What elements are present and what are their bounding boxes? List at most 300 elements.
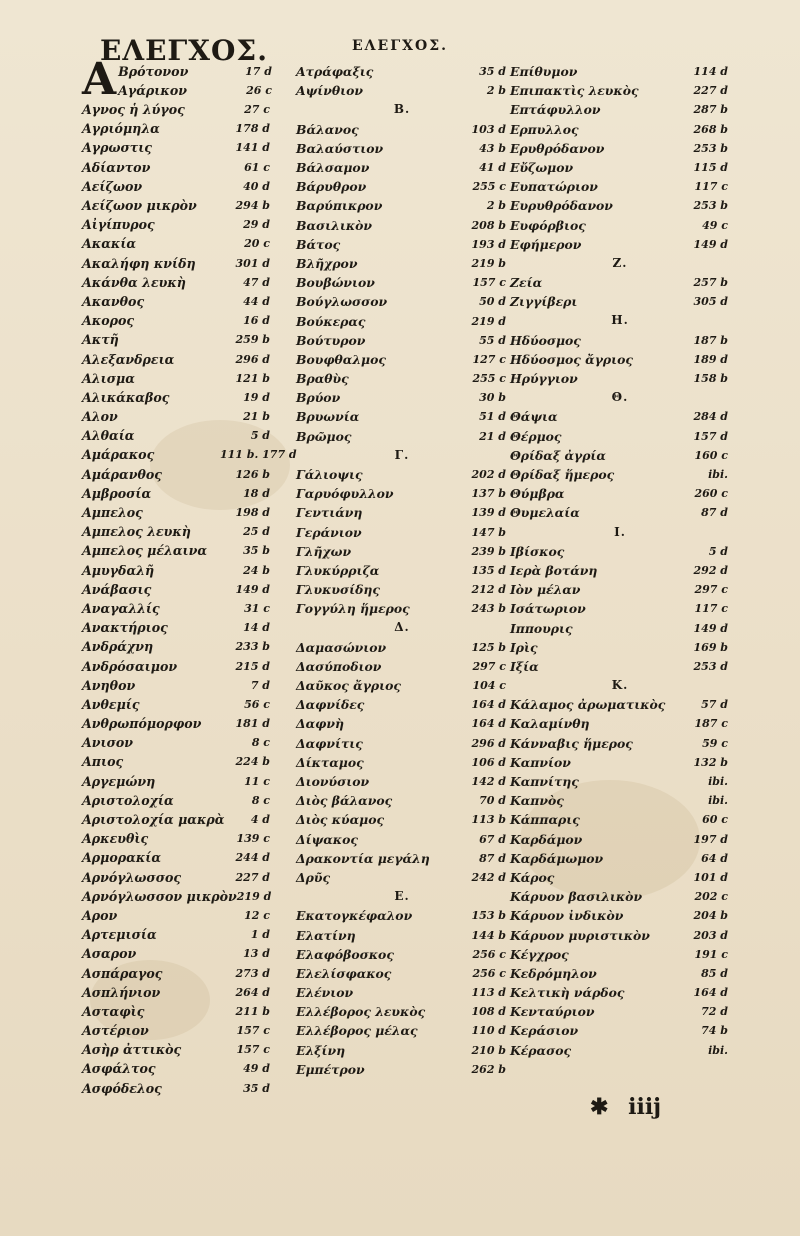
entry-ref: 7 d	[250, 678, 270, 692]
index-entry	[510, 484, 730, 503]
index-entry	[296, 427, 508, 446]
entry-term: Ανάβασις	[82, 581, 152, 597]
signature-mark	[590, 1094, 673, 1120]
entry-term: Αλθαία	[82, 428, 135, 444]
entry-ref: 113 b	[471, 813, 506, 827]
entry-term: Ακαλήφη κνίδη	[82, 255, 196, 271]
entry-term: Γεράνιον	[296, 524, 362, 540]
index-entry	[510, 503, 730, 522]
entry-term: Βλῆχρον	[296, 255, 358, 271]
entry-ref: 1 d	[250, 928, 270, 942]
index-entry	[510, 177, 730, 196]
entry-term: Αρμορακία	[82, 850, 162, 866]
entry-ref: 29 d	[243, 218, 270, 232]
section-letter: Κ.	[611, 678, 629, 692]
entry-ref: 191 c	[694, 947, 728, 961]
index-entry	[510, 369, 730, 388]
entry-ref: 239 b	[471, 544, 506, 558]
entry-term: Ελελίσφακος	[296, 965, 392, 981]
index-entry	[296, 714, 508, 733]
entry-term: Αργεμώνη	[82, 773, 156, 789]
index-entry	[82, 138, 272, 157]
entry-term: Ιερὰ βοτάνη	[510, 562, 598, 578]
index-entry	[296, 158, 508, 177]
entry-ref: 169 b	[693, 640, 728, 654]
entry-ref: 243 b	[471, 602, 506, 616]
entry-ref: 27 c	[244, 103, 270, 117]
entry-ref: 135 d	[471, 563, 506, 577]
index-entry	[296, 388, 508, 407]
entry-ref: 85 d	[701, 966, 728, 980]
index-entry	[82, 158, 272, 177]
entry-term: Ασαρον	[82, 946, 137, 962]
entry-term: Εκατογκέφαλον	[296, 908, 413, 924]
index-entry	[296, 868, 508, 887]
entry-ref: 147 b	[471, 525, 506, 539]
index-entry	[296, 1021, 508, 1040]
entry-term: Ανακτήριος	[82, 620, 168, 636]
index-entry	[296, 676, 508, 695]
entry-term: Βρύον	[296, 390, 341, 406]
entry-ref: 287 b	[693, 103, 728, 117]
entry-term: Ακακία	[82, 236, 137, 252]
entry-term: Ευπατώριον	[510, 179, 598, 195]
entry-ref: 18 d	[243, 486, 270, 500]
entry-term: Καπνίον	[510, 754, 571, 770]
index-entry	[82, 407, 272, 426]
index-entry	[510, 216, 730, 235]
index-entry	[510, 427, 730, 446]
index-entry	[296, 542, 508, 561]
index-entry	[510, 734, 730, 753]
index-entry	[510, 849, 730, 868]
entry-term: Ελατίνη	[296, 927, 356, 943]
index-entry	[296, 810, 508, 829]
entry-term: Ηρύγγιον	[510, 371, 578, 387]
index-entry	[510, 1021, 730, 1040]
entry-ref: 219 d	[236, 889, 272, 903]
entry-ref: 262 b	[471, 1062, 506, 1076]
entry-ref: 141 d	[235, 141, 270, 155]
entry-term: Κενταύριον	[510, 1004, 595, 1020]
entry-term: Βαλαύστιον	[296, 140, 384, 156]
index-entry	[82, 580, 272, 599]
index-entry	[296, 81, 508, 100]
entry-term: Θρίδαξ ἥμερος	[510, 467, 615, 483]
entry-ref: 137 b	[471, 487, 506, 501]
entry-ref: 178 d	[235, 122, 270, 136]
entry-ref: 60 c	[702, 813, 728, 827]
entry-term: Αγάρικον	[118, 83, 187, 98]
entry-ref: 208 b	[471, 218, 506, 232]
entry-ref: 158 b	[693, 372, 728, 386]
entry-ref: 5 d	[250, 429, 270, 443]
index-entry	[510, 638, 730, 657]
index-entry	[296, 350, 508, 369]
entry-term: Απιος	[82, 754, 124, 770]
entry-term: Ευρυθρόδανον	[510, 198, 613, 214]
entry-term: Αρον	[82, 907, 118, 923]
index-entry	[510, 599, 730, 618]
entry-ref: 197 d	[693, 832, 728, 846]
entry-ref: 19 d	[243, 390, 270, 404]
index-entry	[82, 848, 272, 867]
index-entry	[82, 1079, 272, 1098]
entry-term: Αμπελος	[82, 505, 143, 521]
entry-ref: 111 b. 177 d	[220, 448, 297, 462]
entry-term: Αρνόγλωσσον μικρὸν	[82, 888, 237, 904]
entry-term: Αμπελος μέλαινα	[82, 543, 208, 559]
entry-term: Γλυκυσίδης	[296, 582, 380, 598]
entry-ref: ibi.	[708, 468, 728, 482]
entry-ref: 212 d	[471, 583, 506, 597]
entry-ref: 139 d	[471, 506, 506, 520]
index-entry	[296, 120, 508, 139]
entry-term: Ελαφόβοσκος	[296, 946, 394, 962]
entry-ref: 115 d	[693, 161, 728, 175]
entry-ref: 108 d	[471, 1005, 506, 1019]
entry-ref: 64 d	[701, 851, 728, 865]
index-entry	[296, 196, 508, 215]
index-entry	[82, 925, 272, 944]
entry-term: Ζιγγίβερι	[510, 294, 578, 310]
entry-ref: 24 b	[243, 563, 270, 577]
entry-term: Δίψακος	[296, 831, 358, 847]
entry-term: Βούγλωσσον	[296, 294, 388, 310]
entry-ref: 164 d	[471, 717, 506, 731]
entry-ref: 144 b	[471, 928, 506, 942]
entry-term: Γεντιάνη	[296, 505, 363, 521]
index-entry	[510, 235, 730, 254]
entry-ref: 157 c	[236, 1024, 270, 1038]
entry-term: Κάρος	[510, 869, 555, 885]
index-entry	[82, 618, 272, 637]
entry-ref: 67 d	[479, 832, 506, 846]
entry-term: Δαῦκος ἄγριος	[296, 678, 401, 694]
entry-ref: 253 b	[693, 199, 728, 213]
entry-term: Δαμασώνιον	[296, 639, 387, 655]
entry-term: Ανδράχνη	[82, 639, 154, 655]
entry-ref: 157 d	[693, 429, 728, 443]
index-entry	[296, 964, 508, 983]
index-entry	[82, 772, 272, 791]
entry-ref: 31 c	[244, 601, 270, 615]
index-entry	[82, 503, 272, 522]
entry-ref: 17 d	[245, 65, 272, 78]
index-entry	[82, 292, 272, 311]
entry-ref: 204 b	[693, 909, 728, 923]
entry-ref: 296 d	[235, 352, 270, 366]
entry-term: Ανθρωπόμορφον	[82, 716, 202, 732]
index-entry	[82, 1002, 272, 1021]
entry-term: Κέγχρος	[510, 946, 569, 962]
entry-term: Αγνος ἡ λύγος	[82, 102, 185, 118]
index-entry	[296, 580, 508, 599]
index-entry	[296, 791, 508, 810]
entry-term: Ανηθον	[82, 677, 136, 693]
index-entry	[296, 830, 508, 849]
index-entry	[510, 887, 730, 906]
index-entry	[510, 81, 730, 100]
entry-ref: 26 c	[246, 84, 272, 97]
entry-term: Αδίαντον	[82, 159, 151, 175]
entry-term: Κελτικὴ νάρδος	[510, 985, 625, 1001]
entry-ref: 187 c	[694, 717, 728, 731]
index-entry	[82, 714, 272, 733]
entry-term: Βρότονον	[118, 64, 189, 79]
entry-term: Ασφόδελος	[82, 1080, 162, 1096]
index-entry	[296, 599, 508, 618]
index-entry	[296, 465, 508, 484]
entry-term: Αριστολοχία	[82, 792, 174, 808]
index-entry	[82, 733, 272, 752]
entry-ref: 74 b	[701, 1024, 728, 1038]
index-entry	[82, 1040, 272, 1059]
entry-term: Ερυθρόδανον	[510, 140, 605, 156]
entry-ref: 8 c	[251, 736, 270, 750]
index-column-3	[510, 62, 730, 1102]
entry-ref: 301 d	[235, 256, 270, 270]
entry-ref: 244 d	[235, 851, 270, 865]
entry-ref: 256 c	[472, 947, 506, 961]
entry-term: Αείζωον μικρὸν	[82, 198, 197, 214]
entry-ref: 260 c	[694, 487, 728, 501]
section-letter: Ι.	[614, 524, 626, 539]
entry-term: Αψίνθιον	[296, 83, 363, 99]
entry-term: Βούτυρον	[296, 332, 366, 348]
entry-ref: 57 d	[701, 698, 728, 712]
entry-ref: 256 c	[472, 966, 506, 980]
section-letter: Ε.	[394, 889, 410, 904]
entry-ref: 259 b	[235, 333, 270, 347]
index-entry	[296, 484, 508, 503]
entry-term: Επιπακτὶς λευκὸς	[510, 83, 639, 99]
entry-term: Κεράσιον	[510, 1023, 579, 1039]
entry-term: Βαρύπικρον	[296, 198, 383, 214]
index-entry	[510, 945, 730, 964]
entry-term: Γογγύλη ἥμερος	[296, 601, 410, 617]
index-column-2	[296, 62, 508, 1102]
index-entry	[82, 445, 297, 464]
index-entry	[82, 810, 272, 829]
index-entry	[82, 254, 272, 273]
index-entry	[510, 273, 730, 292]
entry-term: Ατράφαξις	[296, 64, 374, 80]
entry-ref: 305 d	[693, 295, 728, 309]
entry-term: Δαφνίτις	[296, 735, 363, 751]
entry-term: Αμβροσία	[82, 485, 152, 501]
entry-ref: 56 c	[244, 697, 270, 711]
entry-term: Διονύσιον	[296, 774, 370, 790]
entry-term: Καρδάμον	[510, 831, 583, 847]
entry-ref: 198 d	[235, 506, 270, 520]
entry-term: Αγρωστις	[82, 140, 152, 156]
entry-ref: 189 d	[693, 352, 728, 366]
index-entry	[510, 618, 730, 637]
index-entry	[296, 369, 508, 388]
entry-ref: 219 b	[471, 256, 506, 270]
entry-term: Γάλιοψις	[296, 467, 363, 483]
index-entry	[510, 753, 730, 772]
index-entry	[510, 292, 730, 311]
entry-term: Ιξία	[510, 658, 539, 674]
index-entry	[510, 407, 730, 426]
index-entry	[82, 215, 272, 234]
entry-ref: 227 d	[235, 870, 270, 884]
entry-term: Γλῆχων	[296, 543, 352, 559]
section-letter: Θ.	[611, 390, 629, 405]
entry-ref: 264 d	[235, 985, 270, 999]
entry-term: Ελλέβορος μέλας	[296, 1023, 418, 1039]
section-letter: Η.	[611, 313, 629, 328]
entry-term: Δασύποδιον	[296, 658, 382, 674]
entry-term: Ανισον	[82, 735, 134, 751]
index-entry	[510, 830, 730, 849]
running-head: ΕΛΕΓΧΟΣ.	[352, 38, 448, 54]
index-entry	[510, 196, 730, 215]
index-entry	[510, 350, 730, 369]
entry-ref: 164 d	[693, 986, 728, 1000]
entry-term: Ασφάλτος	[82, 1061, 156, 1077]
index-entry	[510, 580, 730, 599]
index-entry-first	[82, 54, 272, 105]
index-entry	[510, 964, 730, 983]
entry-ref: 50 d	[479, 295, 506, 309]
entry-ref: 211 b	[235, 1004, 270, 1018]
entry-ref: 149 d	[693, 237, 728, 251]
entry-ref: 21 d	[479, 429, 506, 443]
index-entry	[296, 906, 508, 925]
entry-ref: 219 d	[471, 314, 506, 328]
entry-ref: 114 d	[693, 65, 728, 79]
entry-ref: 13 d	[243, 947, 270, 961]
entry-ref: 153 b	[471, 909, 506, 923]
entry-term: Αγριόμηλα	[82, 121, 160, 137]
entry-ref: 21 b	[243, 410, 270, 424]
entry-ref: 233 b	[235, 640, 270, 654]
index-entry	[296, 139, 508, 158]
entry-term: Δίκταμος	[296, 754, 364, 770]
index-entry	[82, 522, 272, 541]
entry-ref: 2 b	[486, 84, 506, 98]
index-entry	[82, 963, 272, 982]
entry-ref: 273 d	[235, 966, 270, 980]
index-entry	[510, 120, 730, 139]
index-entry	[510, 331, 730, 350]
entry-ref: 202 c	[694, 890, 728, 904]
entry-term: Ιππουρις	[510, 620, 573, 636]
entry-ref: 121 b	[235, 371, 270, 385]
index-entry	[510, 465, 730, 484]
entry-term: Ιὸν μέλαν	[510, 582, 581, 598]
index-entry	[296, 407, 508, 426]
entry-ref: 35 d	[243, 1081, 270, 1095]
signature-numeral: iiij	[628, 1094, 662, 1120]
entry-ref: 242 d	[471, 870, 506, 884]
index-entry	[82, 349, 272, 368]
index-entry	[510, 695, 730, 714]
entry-ref: 127 c	[472, 352, 506, 366]
index-entry	[510, 139, 730, 158]
entry-term: Ηδύοσμος	[510, 332, 581, 348]
entry-ref: 193 d	[471, 237, 506, 251]
entry-term: Δαφνὴ	[296, 716, 344, 732]
section-letter: Β.	[393, 102, 411, 117]
entry-ref: 253 b	[693, 141, 728, 155]
entry-ref: 4 d	[250, 813, 270, 827]
index-entry	[296, 734, 508, 753]
entry-ref: 113 d	[471, 986, 506, 1000]
entry-ref: 72 d	[701, 1005, 728, 1019]
index-entry	[82, 100, 272, 119]
index-entry	[82, 388, 272, 407]
entry-term: Επτάφυλλον	[510, 102, 601, 118]
index-entry	[82, 119, 272, 138]
entry-term: Ασὴρ ἀττικὸς	[82, 1042, 182, 1058]
entry-term: Βουβώνιον	[296, 275, 375, 291]
index-entry	[296, 503, 508, 522]
entry-ref: 44 d	[243, 294, 270, 308]
entry-term: Αμάρανθος	[82, 466, 162, 482]
entry-term: Ιρὶς	[510, 639, 538, 655]
index-entry	[510, 810, 730, 829]
entry-term: Κάρυον μυριστικὸν	[510, 927, 650, 943]
entry-term: Θυμελαία	[510, 505, 580, 521]
index-entry	[82, 637, 272, 656]
entry-term: Κέρασος	[510, 1042, 572, 1058]
entry-term: Ισάτωριον	[510, 601, 586, 617]
index-entry	[296, 1041, 508, 1060]
entry-ref: 87 d	[479, 851, 506, 865]
index-entry	[82, 311, 272, 330]
entry-term: Βάτος	[296, 236, 341, 252]
entry-term: Ασταφὶς	[82, 1003, 145, 1019]
entry-ref: 292 d	[693, 563, 728, 577]
entry-term: Ερπυλλος	[510, 121, 579, 137]
entry-term: Εὔζωμον	[510, 160, 574, 176]
entry-term: Αριστολοχία μακρὰ	[82, 812, 225, 828]
entry-ref: 215 d	[235, 659, 270, 673]
index-entry	[82, 944, 272, 963]
entry-term: Θύμβρα	[510, 486, 565, 502]
section-letter: Δ.	[394, 620, 410, 635]
entry-ref: 30 b	[479, 391, 506, 405]
index-entry	[82, 599, 272, 618]
index-entry	[82, 273, 272, 292]
index-entry	[296, 753, 508, 772]
entry-term: Θρίδαξ ἀγρία	[510, 447, 606, 463]
page-title: ΕΛΕΓΧΟΣ.	[100, 34, 268, 67]
entry-term: Αμυγδαλῆ	[82, 562, 155, 578]
entry-ref: 294 b	[235, 199, 270, 213]
entry-term: Κάλαμος ἀρωματικὸς	[510, 697, 666, 713]
entry-ref: 142 d	[471, 775, 506, 789]
entry-term: Βασιλικὸν	[296, 217, 372, 233]
entry-term: Καπνίτης	[510, 774, 579, 790]
entry-ref: 41 d	[479, 161, 506, 175]
index-entry	[82, 695, 272, 714]
entry-ref: 157 c	[236, 1043, 270, 1057]
entry-term: Ακάνθα λευκὴ	[82, 274, 186, 290]
entry-ref: 70 d	[479, 794, 506, 808]
index-entry	[82, 868, 272, 887]
index-entry	[82, 196, 272, 215]
entry-term: Βρῶμος	[296, 428, 352, 444]
index-entry	[82, 752, 272, 771]
entry-term: Κάρυον ἰνδικὸν	[510, 908, 624, 924]
entry-term: Κάνναβις ἥμερος	[510, 735, 633, 751]
entry-term: Καρδάμωμον	[510, 850, 604, 866]
